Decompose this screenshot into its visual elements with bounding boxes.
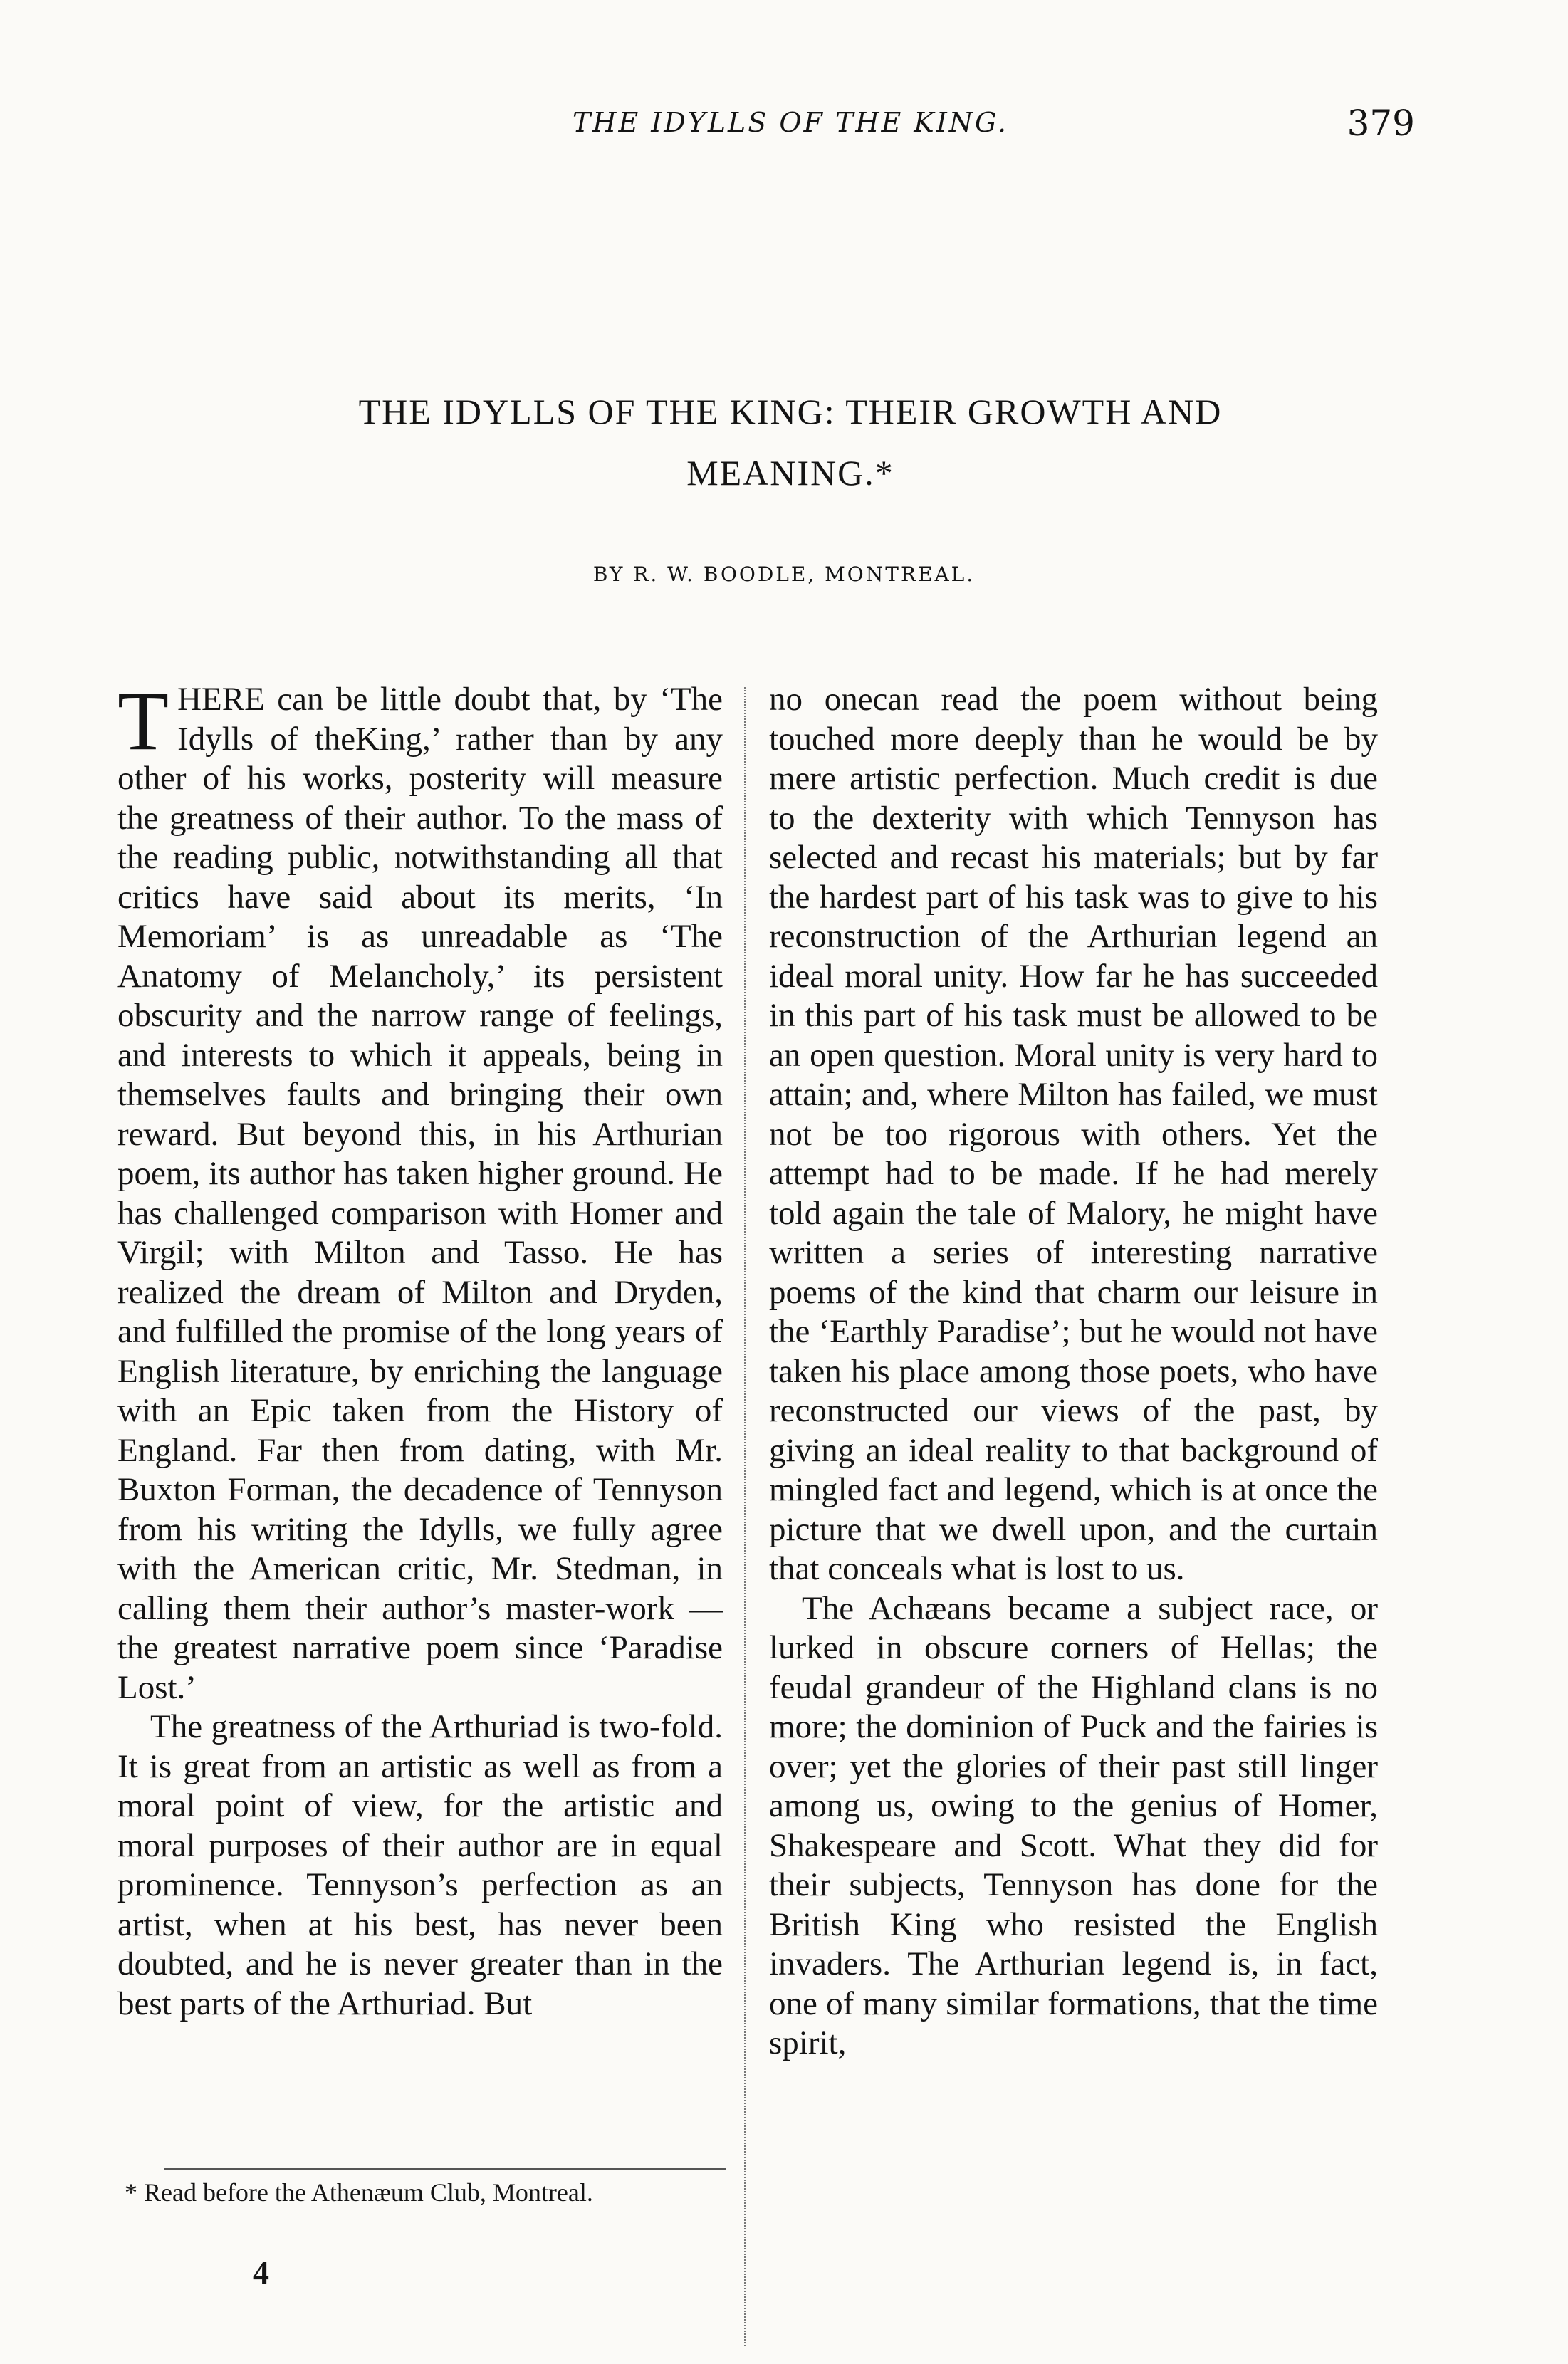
paragraph: The Achæans became a subject race, or lurked in obscure corners of Hellas; the feudal grandeur of the Highland clans is no more; the dominion of Puck and the fairies is over; yet the glories of their past still linger among us, owing to the genius of Homer, Shakespeare and Scott. What they did for their subjects, Tennyson has done for the British King who resisted the English invaders. The Arthurian legend is, in fact, one of many similar formations, that the time spirit,: [769, 1589, 1378, 2061]
footnote: * Read before the Athenæum Club, Montreal.: [125, 2178, 593, 2207]
paragraph: [117, 674, 723, 1707]
article-title-line-2: MEANING.*: [686, 453, 894, 493]
paragraph: The greatness of the Arthuriad is two-fold. It is great from an artistic as well as from a moral point of view, for the artistic and moral purposes of their author are in equal prominence. Tennyson’s perfection as an artist, when at his best, has never been doubted, and he is never greater than in the best parts of the Arthuriad. But: [117, 1708, 723, 2022]
paragraph: no onecan read the poem without being touched more deeply than he would be by mere artistic perfection. Much credit is due to the dexterity with which Tennyson has selected and recast his materials; but by far the hardest part of his task was to give to his reconstruction of the Arthurian legend an ideal moral unity. How far he has succeeded in this part of his task must be allowed to be an open question. Moral unity is very hard to attain; and, where Milton has failed, we must not be too rigorous with others. Yet the attempt had to be made. If he had merely told again the tale of Malory, he might have written a series of interesting narrative poems of the kind that charm our leisure in the ‘Earthly Paradise’; but he would not have taken his place among those poets, who have reconstructed our views of the past, by giving an ideal reality to that background of mingled fact and legend, which is at once the picture that we dwell upon, and the curtain that conceals what is lost to us.: [769, 681, 1378, 1587]
article-title-line-1: THE IDYLLS OF THE KING: THEIR GROWTH AND: [358, 392, 1223, 432]
left-column: [117, 674, 723, 2024]
drop-cap: T: [117, 674, 169, 768]
footnote-rule: [164, 2168, 726, 2170]
signature-mark: 4: [253, 2254, 269, 2291]
byline: BY R. W. BOODLE, MONTREAL.: [592, 563, 976, 586]
paragraph-text: HERE can be little doubt that, by ‘The Idylls of theKing,’ rather than by any other of his works, posterity will measure the greatness of their author. To the mass of the reading public, notwithstanding all that critics have said about its merits, ‘In Memoriam’ is as unreadable as ‘The Anatomy of Melancholy,’ its persistent obscurity and the narrow range of feelings, and interests to which it appeals, being in themselves faults and bringing their own reward. But beyond this, in his Arthurian poem, its author has taken higher ground. He has challenged comparison with Homer and Virgil; with Milton and Tasso. He has realized the dream of Milton and Dryden, and fulfilled the promise of the long years of English literature, by enriching the language with an Epic taken from the History of England. Far then from dating, with Mr. Buxton Forman, the decadence of Tennyson from his writing the Idylls, we fully agree with the American critic, Mr. Stedman, in calling them their author’s master-work — the greatest narrative poem since ‘Paradise Lost.’: [117, 681, 723, 1706]
page-number: 379: [1347, 103, 1415, 144]
article-title: [185, 381, 1396, 503]
right-column: [769, 680, 1378, 2064]
running-head: [0, 103, 1568, 150]
running-title: THE IDYLLS OF THE KING.: [572, 107, 1009, 138]
column-divider: [744, 687, 746, 2346]
